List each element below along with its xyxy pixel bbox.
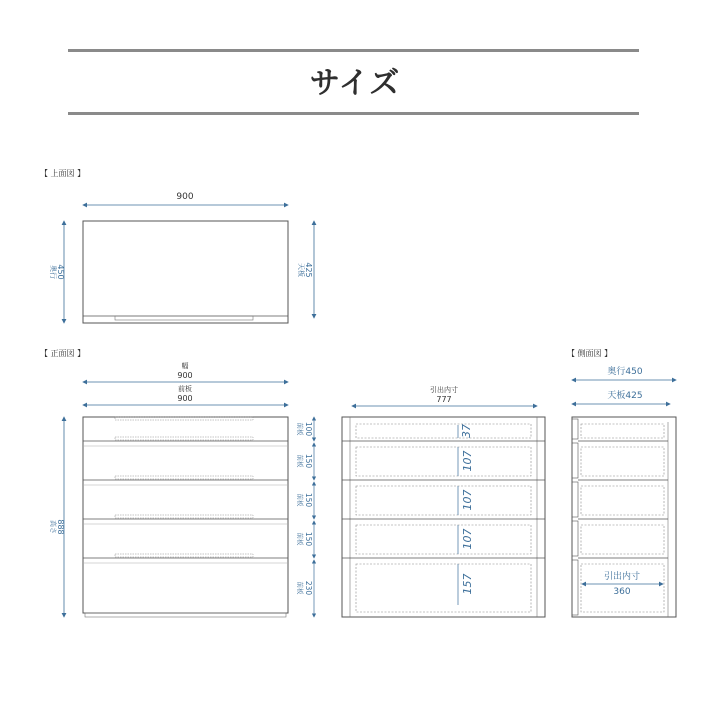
page-title: サイズ [309, 66, 401, 101]
side-depth-label: 奥行450 [607, 367, 643, 377]
front-board-label: 前板 [178, 385, 192, 393]
panel-label-3: 前板 [296, 493, 304, 507]
side-inner-label: 引出内寸 [603, 572, 641, 582]
side-inner-value: 360 [613, 587, 631, 597]
front-view [49, 361, 314, 617]
interior-depth-2: 107 [461, 450, 474, 472]
section-label-top: 【 上面図 】 [40, 169, 86, 178]
top-board-value: 425 [304, 262, 313, 278]
side-top-label: 天板425 [607, 391, 643, 401]
top-width-value: 900 [176, 192, 194, 202]
interior-width-label: 引出内寸 [430, 386, 458, 394]
panel-label-2: 前板 [296, 454, 304, 468]
front-width-value: 900 [177, 371, 193, 380]
section-label-front: 【 正面図 】 [40, 349, 86, 358]
interior-depth-1: 37 [460, 424, 473, 438]
panel-label-1: 前板 [296, 422, 304, 436]
panel-value-4: 150 [304, 531, 313, 547]
front-width-label: 幅 [181, 362, 189, 370]
panel-value-1: 100 [304, 421, 313, 437]
interior-width-value: 777 [436, 395, 452, 404]
panel-label-4: 前板 [296, 532, 304, 546]
top-view [49, 192, 314, 323]
side-view [572, 365, 676, 617]
front-plinth [85, 613, 286, 617]
front-height-value: 888 [56, 519, 65, 535]
panel-value-2: 150 [304, 453, 313, 469]
interior-depth-4: 107 [461, 528, 474, 550]
top-depth-label: 奥行 [49, 265, 57, 279]
top-depth-value: 450 [56, 264, 65, 280]
panel-value-5: 230 [304, 580, 313, 596]
section-label-side: 【 側面図 】 [567, 349, 613, 358]
interior-depth-5: 157 [461, 573, 474, 595]
top-view-body [83, 221, 288, 323]
interior-depth-3: 107 [461, 489, 474, 511]
front-height-label: 高さ [49, 520, 57, 534]
top-board-label: 天板 [297, 263, 305, 277]
panel-label-5: 前板 [296, 581, 304, 595]
front-board-value: 900 [177, 394, 193, 403]
interior-view [342, 385, 545, 617]
panel-value-3: 150 [304, 492, 313, 508]
